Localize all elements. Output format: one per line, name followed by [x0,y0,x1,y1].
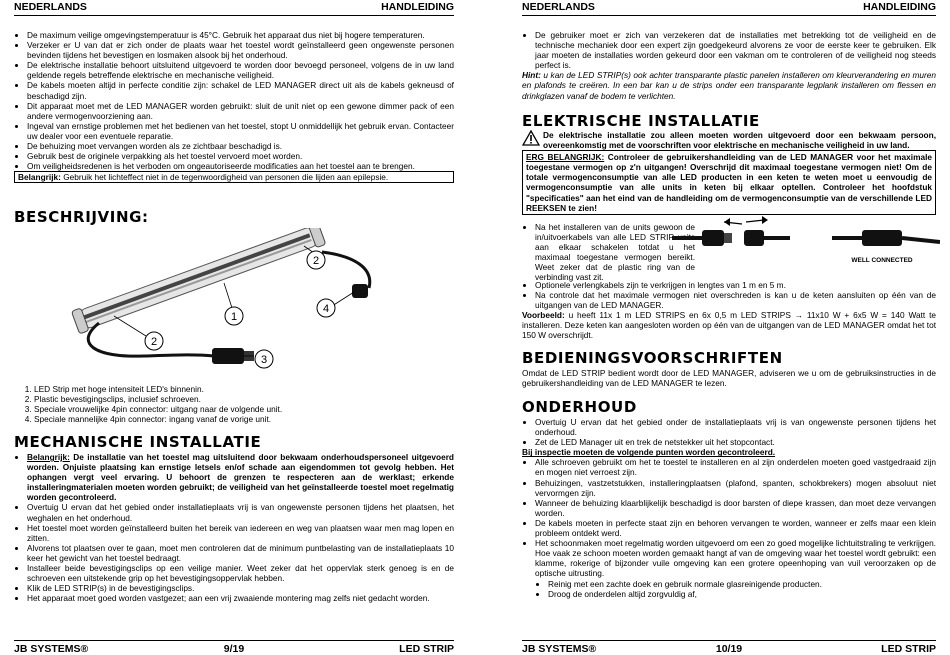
ond-heading: ONDERHOUD [522,398,637,416]
parts-section [14,384,454,424]
ond-list-a [522,417,936,447]
mech-heading: MECHANISCHE INSTALLATIE [14,433,262,451]
list-item: • Behuizingen, vastzetstukken, installeringplaatsen (plafond, spanten, schokbrekers) mogen absoluut niet vervormgen zijn. [535,478,936,498]
list-item: • Na het installeren van de units gewoon de in/uitvoerkabels van alle LED STRIP units aan elkaar schakelen totdat u het maximaal toegestane vermogen bereikt. Weet zeker dat de plastic ring van de verbinding vast zit. [535,222,695,283]
list-item: • Overtuig U ervan dat het gebied onder installatieplaats vrij is van ongewenste personen tijdens het plaatsen, het weghalen en het onderhoud. [27,502,454,522]
parts-list [14,384,454,424]
list-item: • De kabels moeten in perfecte staat zijn en behoren vervangen te worden, wanneer er zelfs maar een klein probleem ontdekt werd. [535,518,936,538]
footer-page-number: 9/19 [223,643,245,655]
page-footer [14,643,454,655]
note-label: Belangrijk: [18,172,61,183]
header-title: HANDLEIDING [381,1,454,13]
page-footer [522,643,936,655]
header-language: NEDERLANDS [522,1,595,13]
svg-text:2: 2 [312,255,320,267]
beschrijving-heading: BESCHRIJVING: [14,208,149,226]
mech-label: Belangrijk: [27,452,70,462]
list-item: • De elektrische installatie behoort uitsluitend uitgevoerd te worden door bevoegd personeel, volgens de in uw land geldende regels betreffende elektrische en mechanische veiligheid. [27,60,454,80]
list-item: • Zet de LED Manager uit en trek de netstekker uit het stopcontact. [535,437,936,447]
list-item: • Alle schroeven gebruikt om het te toestel te installeren en al zijn onderdelen moeten goed vastgedraaid zijn en mogen niet verroest zijn. [535,457,936,477]
header-language: NEDERLANDS [14,1,87,13]
example-paragraph [522,310,936,340]
callout-2a [307,251,325,269]
callout-3 [255,350,273,368]
left-page [14,0,454,654]
note-text: Gebruik het lichteffect niet in de tegenwoordigheid van personen die lijden aan epilepsie. [60,172,389,183]
connect-list [522,222,695,283]
list-item: • De maximum veilige omgevingstemperatuur is 45°C. Gebruik het apparaat dus niet bij hogere temperaturen. [27,30,454,40]
bed-section [522,368,936,388]
footer-rule [522,640,936,641]
list-item: • Klik de LED STRIP(s) in de bevestigingsclips. [27,583,454,593]
list-item: • Droog de onderdelen altijd zorgvuldig af, [548,589,936,599]
safety-section [14,30,454,183]
ond-section [522,417,936,599]
svg-text:4: 4 [322,303,330,315]
example-label: Voorbeeld: [522,310,565,321]
hint-paragraph [522,70,936,100]
well-connected-label: WELL CONNECTED [851,257,913,264]
list-item: • Overtuig U ervan dat het gebied onder de installatieplaats vrij is van ongewenste personen tijdens het onderhoud. [535,417,936,437]
list-item: • Installeer beide bevestigingsclips op een veilige manier. Weet zeker dat het oppervlak sterk genoeg is en de schroeven een uitstekende grip op het bevestigingsoppervlak hebben. [27,563,454,583]
footer-product: LED STRIP [399,643,454,655]
list-item: • Na controle dat het maximale vermogen niet overschreden is kan u de keten aansluiten op één van de uitgangen van de LED MANAGER. [535,290,936,310]
callout-2b [145,332,163,350]
warning-icon [522,130,540,146]
epilepsy-note [14,171,454,183]
callout-1 [225,307,243,325]
footer-rule [14,640,454,641]
extension-list [522,280,936,310]
list-item: • Wanneer de behuizing klaarblijkelijk beschadigd is door barsten of diepe krassen, dan moet deze vervangen worden. [535,498,936,518]
svg-text:3: 3 [260,354,268,366]
list-item: • Ingeval van ernstige problemen met het bedienen van het toestel, stopt U onmiddellijk het gebruik ervan. Contacteer uw dealer voor een eventuele reparatie. [27,121,454,141]
list-item: • De gebruiker moet er zich van verzekeren dat de installaties met betrekking tot de veiligheid en de technische mechaniek door een expert zijn goedgekeurd alvorens ze voor de eerste keer te gebruiken. Elk jaar moeten de installaties worden gekeurd door een vakman om te controleren of de veiligheid nog steeds perfect is. [535,30,936,70]
callout-4 [317,299,335,317]
connection-illustration [672,214,940,266]
footer-brand: JB SYSTEMS® [522,643,597,655]
hint-text: u kan de LED STRIP(s) ook achter transparante plastic panelen installeren om kleurverandering en muren en plafonds te creëren. In een bar kan u de strips onder een transparante legplank installeren om flessen en drinkglazen vanaf de bodem te verlichten. [522,70,936,101]
right-page [522,0,936,654]
list-item: • Optionele verlengkabels zijn te verkrijgen in lengtes van 1 m en 5 m. [535,280,936,290]
erg-label: ERG BELANGRIJK: [526,152,605,163]
ond-list-b [522,457,936,578]
list-item [27,452,454,502]
list-item: 3. Speciale vrouwelijke 4pin connector: uitgang naar de volgende unit. [34,404,454,414]
list-item: • Om veiligheidsredenen is het verboden om ongeautoriseerde modificaties aan het toestel aan te brengen. [27,161,454,171]
footer-page-number: 10/19 [715,643,743,655]
erg-text: Controleer de gebruikershandleiding van de LED MANAGER voor het maximale toegestane vermogen op z'n uitgangen! Overschrijd dit maximaal toegestane vermogen niet! Om de totale vermogenconsumptie van alle LED producten in een keten te weten moet u eenvoudig de vermogenconsumptie van alle units in keten bij elkaar optellen. Controleer het hoofdstuk "specificaties" aan het eind van de handleiding om de vermogenconsumptie van de verschillende LED REEKSEN te zien! [526,152,932,213]
mech-list [14,452,454,603]
female-connector [352,284,368,298]
page-header [522,1,936,14]
bed-text: Omdat de LED STRIP bedient wordt door de LED MANAGER, adviseren we u om de gebruiksinstructies in de gebruikershandleiding van de LED MANAGER te lezen. [522,368,936,389]
warning-block [522,130,936,150]
list-item: • Dit apparaat moet met de LED MANAGER worden gebruikt: sluit de unit niet op een gewone dimmer pack of een andere vermogenvoorziening aan. [27,101,454,121]
top-list [522,30,936,70]
page-header [14,1,454,14]
list-item: • De behuizing moet vervangen worden als ze zichtbaar beschadigd is. [27,141,454,151]
cable-out [322,252,370,288]
bed-heading: BEDIENINGSVOORSCHRIFTEN [522,349,783,367]
mech-first-text: De installatie van het toestel mag uitsluitend door bekwaam onderhoudspersoneel uitgevoerd worden. Onjuiste plaatsing kan ernstige letsels en/of schade aan eigendommen tot gevolg hebben. Het ophangen vergt veel ervaring. U behoort de grenzen te respecteren aan de werklast; erkende installeringmaterialen moeten worden gebruikt; de veiligheid van het geïnstalleerde toestel moet regelmatig worden gecontroleerd. [27,452,454,503]
list-item: 4. Speciale mannelijke 4pin connector: ingang vanaf de vorige unit. [34,414,454,424]
elec-section [522,130,936,215]
example-text: u heeft 11x 1 m LED STRIPS en 6x 0,5 m LED STRIPS → 11x10 W + 6x5 W = 140 Watt te installeren. Deze keten kan aangesloten worden op één van de uitgangen van de LED MANAGER omdat het tot 150 W overschrijdt. [522,310,936,341]
hint-label: Hint: [522,70,541,81]
list-item: • De kabels moeten altijd in perfecte conditie zijn: schakel de LED MANAGER direct uit als de kabels gekneusd of beschadigd zijn. [27,80,454,100]
erg-belangrijk-box [522,150,936,215]
list-item: 1. LED Strip met hoge intensiteit LED's binnenin. [34,384,454,394]
list-item: • Alvorens tot plaatsen over te gaan, moet men controleren dat de minimum puntbelasting van de installatieplaats 10 keer het gewicht van het toestel bedraagt. [27,543,454,563]
extension-section [522,280,936,341]
list-item: • Het schoonmaken moet regelmatig worden uitgevoerd om een zo goed mogelijke lichtuitstraling te verkrijgen. Hoe vaak ze schoon moeten worden gemaakt hangt af van de omgeving waar het toestel wordt gebruikt: een klamme, rokerige of bijzonder vuile omgeving kan een grotere opeenhoping van vuil veroorzaken op de optische uitrusting. [535,538,936,578]
footer-brand: JB SYSTEMS® [14,643,89,655]
footer-product: LED STRIP [881,643,936,655]
inspection-heading: Bij inspectie moeten de volgende punten worden gecontroleerd. [522,447,776,458]
safety-list [14,30,454,171]
elec-heading: ELEKTRISCHE INSTALLATIE [522,112,760,130]
top-section [522,30,936,101]
header-rule [522,15,936,16]
list-item: • Het toestel moet worden geïnstalleerd buiten het bereik van iedereen en weg van plaatsen waar men mag lopen en zitten. [27,523,454,543]
svg-text:1: 1 [230,311,238,323]
mech-section [14,452,454,603]
header-rule [14,15,454,16]
list-item: • Verzeker er U van dat er zich onder de plaats waar het toestel wordt geïnstalleerd geen ongewenste personen bevinden tijdens het bevestigen en losmaken alsook bij het onderhoud. [27,40,454,60]
warning-text: De elektrische installatie zou alleen moeten worden uitgevoerd door een bekwaam persoon, overeenkomstig met de voorschriften voor elektrische en mechanische veiligheid in uw land. [543,130,936,151]
svg-text:2: 2 [150,336,158,348]
ond-sub-list [522,579,936,599]
list-item: • Het apparaat moet goed worden vastgezet; aan een vrij zwaaiende montering mag zelfs niet gedacht worden. [27,593,454,603]
list-item: • Reinig met een zachte doek en gebruik normale glasreinigende producten. [548,579,936,589]
led-strip-body [71,228,325,334]
list-item: 2. Plastic bevestigingsclips, inclusief schroeven. [34,394,454,404]
led-strip-illustration [54,228,384,388]
list-item: • Gebruik best de originele verpakking als het toestel vervoerd moet worden. [27,151,454,161]
header-title: HANDLEIDING [863,1,936,13]
